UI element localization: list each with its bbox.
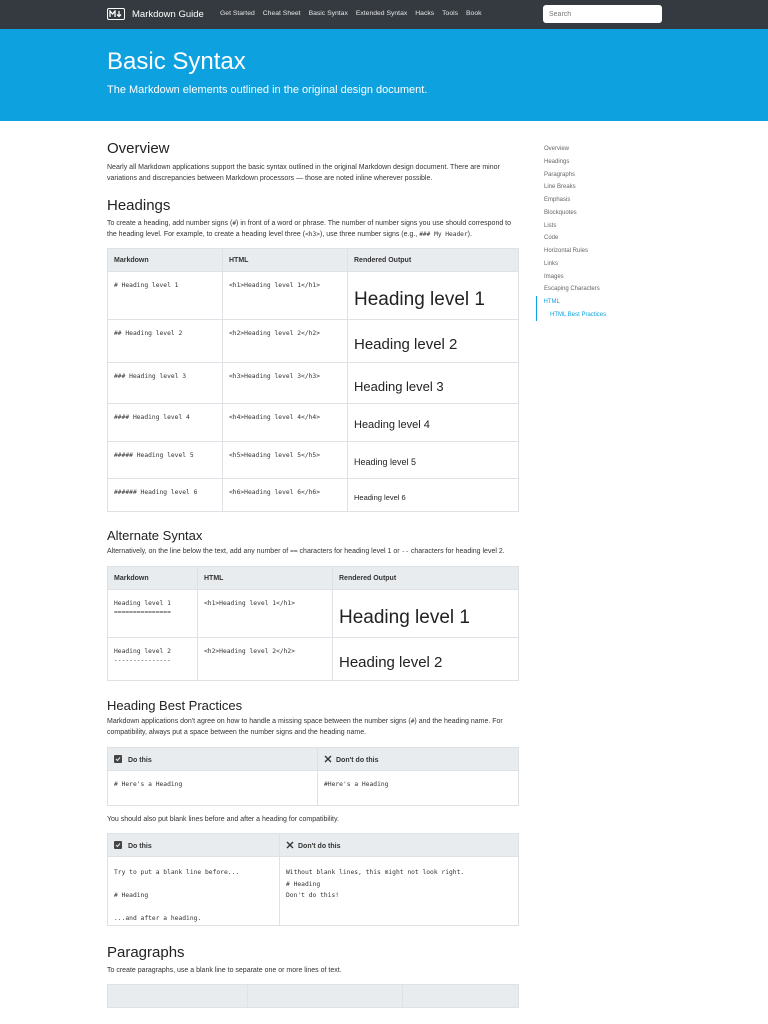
code-hash: # (232, 220, 237, 227)
search-input[interactable] (543, 5, 662, 23)
rendered-h5: Heading level 5 (348, 442, 519, 479)
rendered-h1: Heading level 1 (348, 272, 519, 320)
table-cell: Heading level 1 =============== (108, 590, 198, 638)
table-header: Do this (108, 748, 318, 771)
best-practices-text: Markdown applications don't agree on how to handle a missing space between the number signs (#) and the heading name. For compatibility, always put a space between the number signs and the heading name. (107, 718, 503, 736)
table-cell: #### Heading level 4 (108, 404, 223, 442)
navbar (0, 0, 768, 29)
table-of-contents (536, 143, 646, 321)
rendered-h6: Heading level 6 (348, 479, 519, 512)
table-header (403, 984, 519, 1007)
table-cell: ###### Heading level 6 (108, 479, 223, 512)
checkbox-icon (114, 841, 122, 849)
table-row (108, 638, 519, 681)
table-cell: <h4>Heading level 4</h4> (223, 404, 348, 442)
nav-link-book[interactable]: Book (466, 10, 482, 17)
toc-item-headings[interactable]: Headings (544, 158, 570, 165)
table-header: Don't do this (280, 834, 519, 857)
checkbox-icon (114, 755, 122, 763)
toc-item-paragraphs[interactable]: Paragraphs (544, 171, 576, 178)
table-header: HTML (198, 567, 333, 590)
page-title: Basic Syntax (107, 48, 246, 75)
markdown-logo-icon (107, 8, 125, 20)
nav-link-cheat-sheet[interactable]: Cheat Sheet (262, 10, 301, 17)
headings-text: To create a heading, add number signs (#) in front of a word or phrase. The number of number signs you use should correspond to the heading level. For example, to create a heading level three (<h3>), use three number signs (e.g., ### My Header). (107, 220, 512, 238)
table-header: HTML (223, 249, 348, 272)
close-icon (324, 755, 332, 763)
table-cell: <h2>Heading level 2</h2> (198, 638, 333, 681)
table-cell: Without blank lines, this might not look right. # Heading Don't do this! (280, 857, 519, 926)
table-row (108, 857, 519, 926)
best-practices-table-blank-lines (107, 833, 519, 926)
nav-link-basic-syntax[interactable]: Basic Syntax (308, 10, 348, 17)
toc-item-lists[interactable]: Lists (544, 222, 557, 229)
table-row (108, 442, 519, 479)
paragraphs-text: To create paragraphs, use a blank line to separate one or more lines of text. (107, 966, 342, 974)
toc-item-line-breaks[interactable]: Line Breaks (544, 184, 576, 191)
brand-link[interactable] (107, 8, 204, 20)
code-example: ### My Header (419, 231, 468, 238)
rendered-h3: Heading level 3 (348, 363, 519, 404)
best-practices-table-spacing (107, 747, 519, 806)
code-hash: # (410, 718, 415, 725)
table-cell: Try to put a blank line before... # Heading ...and after a heading. (108, 857, 280, 926)
table-row (108, 771, 519, 806)
main-content (107, 140, 519, 1008)
toc-item-images[interactable]: Images (544, 273, 564, 280)
toc-item-blockquotes[interactable]: Blockquotes (544, 209, 577, 216)
table-header: Don't do this (318, 748, 519, 771)
toc-item-links[interactable]: Links (544, 260, 559, 267)
table-cell: <h1>Heading level 1</h1> (223, 272, 348, 320)
hero-banner (0, 29, 768, 121)
brand-name: Markdown Guide (132, 8, 204, 20)
table-cell: <h5>Heading level 5</h5> (223, 442, 348, 479)
table-cell: <h2>Heading level 2</h2> (223, 320, 348, 363)
nav-link-get-started[interactable]: Get Started (220, 10, 255, 17)
paragraphs-table (107, 984, 519, 1008)
rendered-h4: Heading level 4 (348, 404, 519, 442)
code-dashes: -- (401, 548, 409, 555)
blank-lines-text: You should also put blank lines before and after a heading for compatibility. (107, 816, 339, 823)
table-row (108, 320, 519, 363)
table-cell: # Heading level 1 (108, 272, 223, 320)
paragraphs-heading: Paragraphs (107, 943, 185, 961)
table-header: Markdown (108, 249, 223, 272)
toc-item-escaping-characters[interactable]: Escaping Characters (544, 286, 600, 293)
table-cell: ### Heading level 3 (108, 363, 223, 404)
nav-link-hacks[interactable]: Hacks (415, 10, 435, 17)
alternate-syntax-table (107, 566, 519, 681)
code-h3: <h3> (305, 231, 320, 238)
table-cell: ##### Heading level 5 (108, 442, 223, 479)
headings-table (107, 248, 519, 512)
code-equals: == (290, 548, 298, 555)
rendered-h2: Heading level 2 (333, 638, 519, 681)
alternate-syntax-heading: Alternate Syntax (107, 528, 203, 543)
toc-item-html[interactable]: HTML (536, 296, 646, 309)
best-practices-heading: Heading Best Practices (107, 698, 243, 713)
nav-links (220, 10, 482, 17)
nav-link-tools[interactable]: Tools (442, 10, 459, 17)
toc-item-emphasis[interactable]: Emphasis (544, 197, 571, 203)
table-header: Rendered Output (348, 249, 519, 272)
nav-link-extended-syntax[interactable]: Extended Syntax (355, 10, 408, 17)
page-subtitle: The Markdown elements outlined in the original design document. (107, 84, 428, 96)
overview-text: Nearly all Markdown applications support the basic syntax outlined in the original Markdown design document. There are minor variations and discrepancies between Markdown processors — those are noted inline wherever possible. (107, 164, 500, 182)
overview-heading: Overview (107, 140, 170, 157)
alternate-syntax-text: Alternatively, on the line below the text, add any number of == characters for heading level 1 or -- characters for heading level 2. (107, 548, 505, 555)
table-row (108, 404, 519, 442)
table-cell: # Here's a Heading (108, 771, 318, 806)
toc-item-overview[interactable]: Overview (544, 146, 570, 152)
toc-subitem-html-best-practices[interactable]: HTML Best Practices (536, 309, 646, 321)
table-header (248, 984, 403, 1007)
table-row (108, 590, 519, 638)
table-cell: <h3>Heading level 3</h3> (223, 363, 348, 404)
toc-item-code[interactable]: Code (544, 235, 559, 242)
table-cell: #Here's a Heading (318, 771, 519, 806)
table-row (108, 272, 519, 320)
table-header (108, 984, 248, 1007)
table-cell: <h6>Heading level 6</h6> (223, 479, 348, 512)
table-row (108, 363, 519, 404)
rendered-h1: Heading level 1 (333, 590, 519, 638)
table-cell: ## Heading level 2 (108, 320, 223, 363)
rendered-h2: Heading level 2 (348, 320, 519, 363)
table-cell: <h1>Heading level 1</h1> (198, 590, 333, 638)
table-row (108, 479, 519, 512)
table-cell: Heading level 2 --------------- (108, 638, 198, 681)
table-header: Rendered Output (333, 567, 519, 590)
close-icon (286, 841, 294, 849)
toc-item-horizontal-rules[interactable]: Horizontal Rules (544, 248, 589, 254)
table-header: Do this (108, 834, 280, 857)
table-header: Markdown (108, 567, 198, 590)
headings-heading: Headings (107, 197, 171, 214)
